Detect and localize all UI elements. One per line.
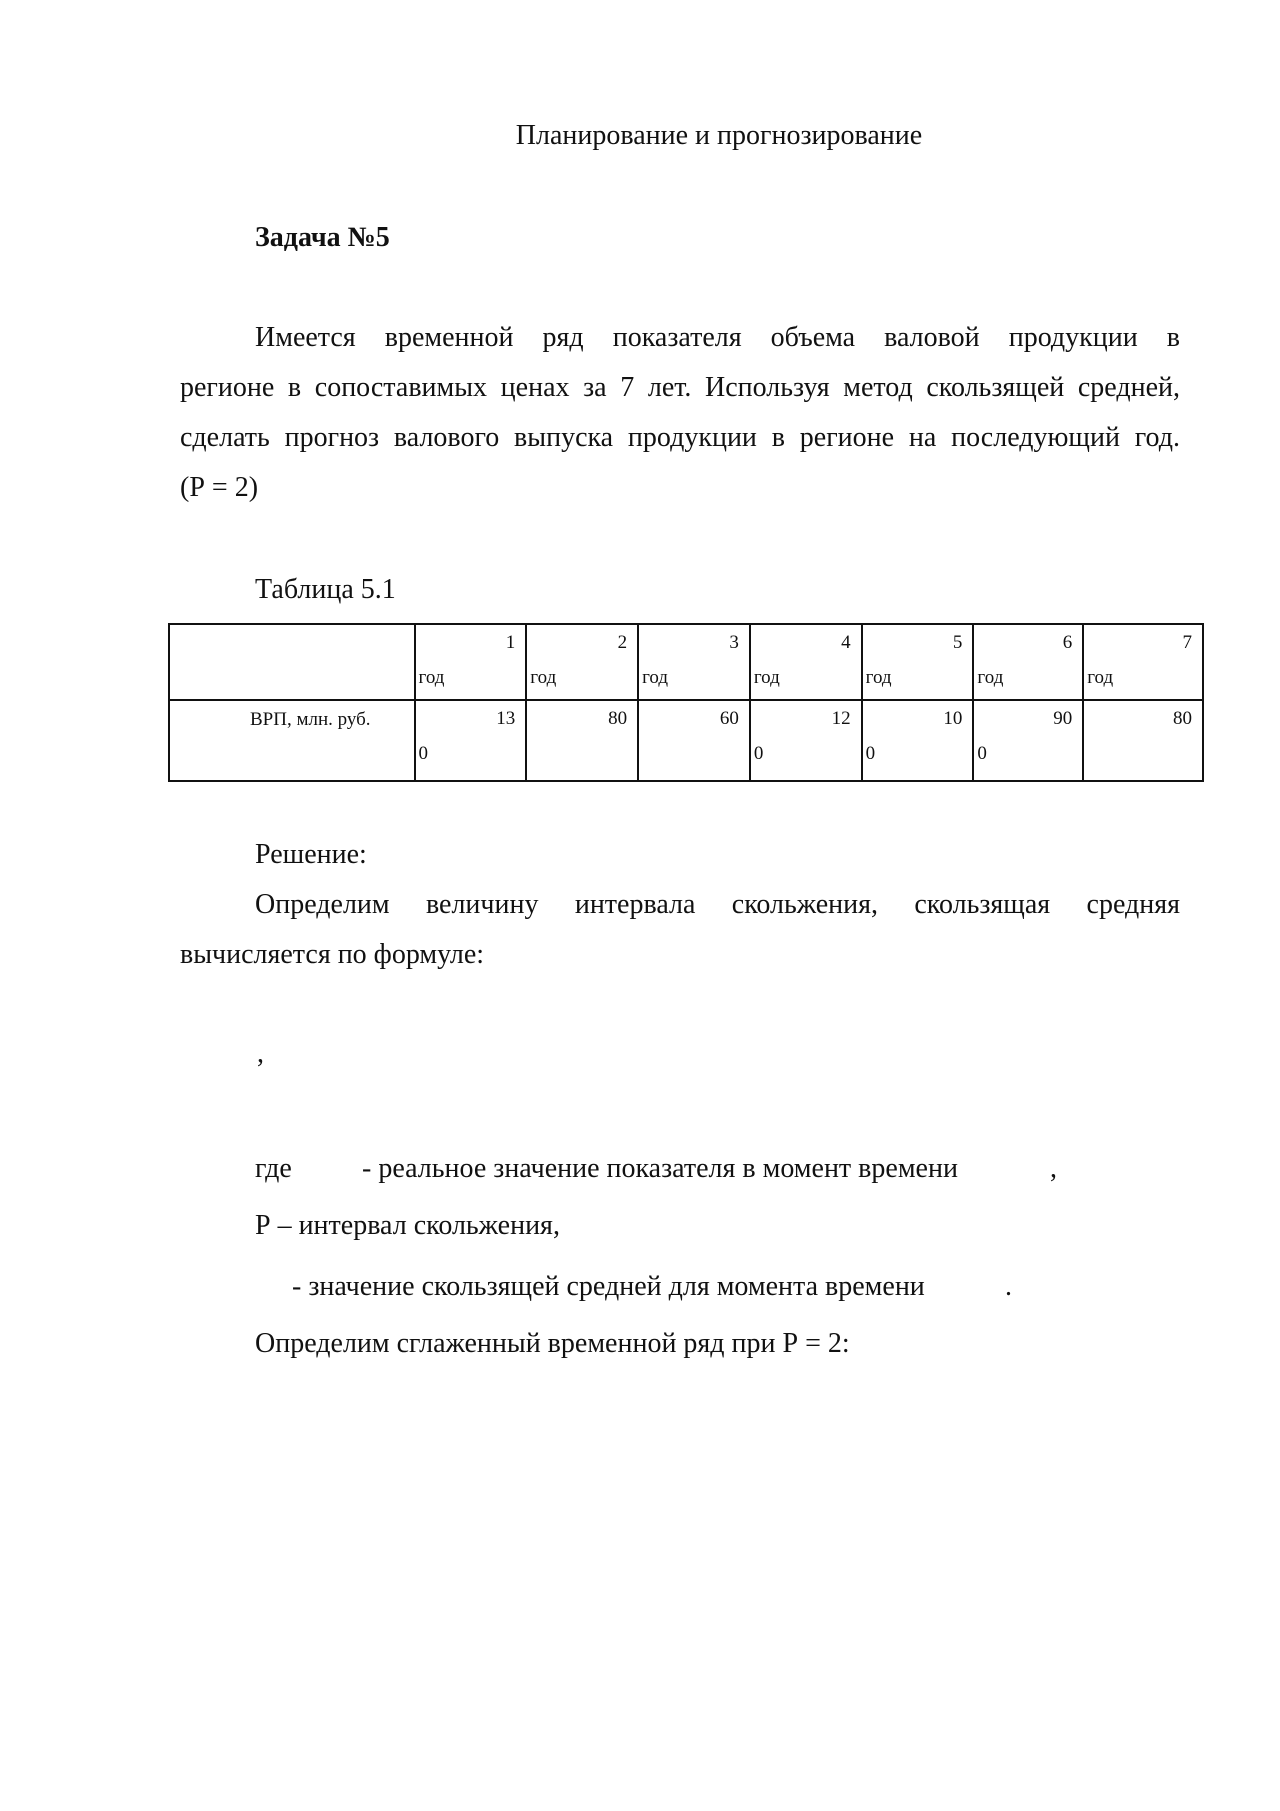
where-comma: , bbox=[1050, 1153, 1057, 1184]
intro-line: Имеется временной ряд показателя объема валовой продукции в bbox=[255, 322, 1180, 353]
solution-line: вычисляется по формуле: bbox=[180, 939, 485, 970]
where-definition: - реальное значение показателя в момент времени bbox=[362, 1153, 958, 1184]
value-cell: 10 0 bbox=[862, 700, 974, 781]
table-corner-cell bbox=[169, 624, 415, 700]
value-cell: 60 bbox=[638, 700, 750, 781]
intro-line: регионе в сопоставимых ценах за 7 лет. Используя метод скользящей средней, bbox=[180, 372, 1180, 403]
year-header-cell: 7 год bbox=[1083, 624, 1203, 700]
row-label-cell: ВРП, млн. руб. bbox=[169, 700, 415, 781]
year-header-cell: 6 год bbox=[973, 624, 1083, 700]
solution-paragraph bbox=[180, 880, 1180, 980]
value-cell: 13 0 bbox=[415, 700, 527, 781]
smoothing-line: Определим сглаженный временной ряд при Р = 2: bbox=[255, 1328, 850, 1359]
value-cell: 80 bbox=[526, 700, 638, 781]
where-prefix: где bbox=[255, 1153, 292, 1184]
document-title: Планирование и прогнозирование bbox=[515, 120, 923, 151]
value-cell: 90 0 bbox=[973, 700, 1083, 781]
year-header-cell: 5 год bbox=[862, 624, 974, 700]
task-heading: Задача №5 bbox=[255, 222, 390, 253]
value-cell: 80 bbox=[1083, 700, 1203, 781]
year-header-cell: 1 год bbox=[415, 624, 527, 700]
data-table bbox=[168, 623, 1204, 782]
year-header-cell: 3 год bbox=[638, 624, 750, 700]
average-definition: - значение скользящей средней для момента времени bbox=[292, 1271, 925, 1302]
formula-comma: , bbox=[257, 1038, 264, 1069]
solution-label: Решение: bbox=[255, 839, 367, 870]
p-definition: Р – интервал скольжения, bbox=[255, 1210, 560, 1241]
year-header-cell: 2 год bbox=[526, 624, 638, 700]
year-header-cell: 4 год bbox=[750, 624, 862, 700]
table-caption: Таблица 5.1 bbox=[255, 574, 396, 605]
intro-paragraph bbox=[180, 313, 1180, 513]
intro-line: (Р = 2) bbox=[180, 472, 259, 503]
average-period: . bbox=[1005, 1271, 1012, 1302]
solution-line: Определим величину интервала скольжения, скользящая средняя bbox=[255, 889, 1180, 920]
intro-line: сделать прогноз валового выпуска продукции в регионе на последующий год. bbox=[180, 422, 1180, 453]
table-header-row bbox=[169, 624, 1203, 700]
table-value-row bbox=[169, 700, 1203, 781]
value-cell: 12 0 bbox=[750, 700, 862, 781]
